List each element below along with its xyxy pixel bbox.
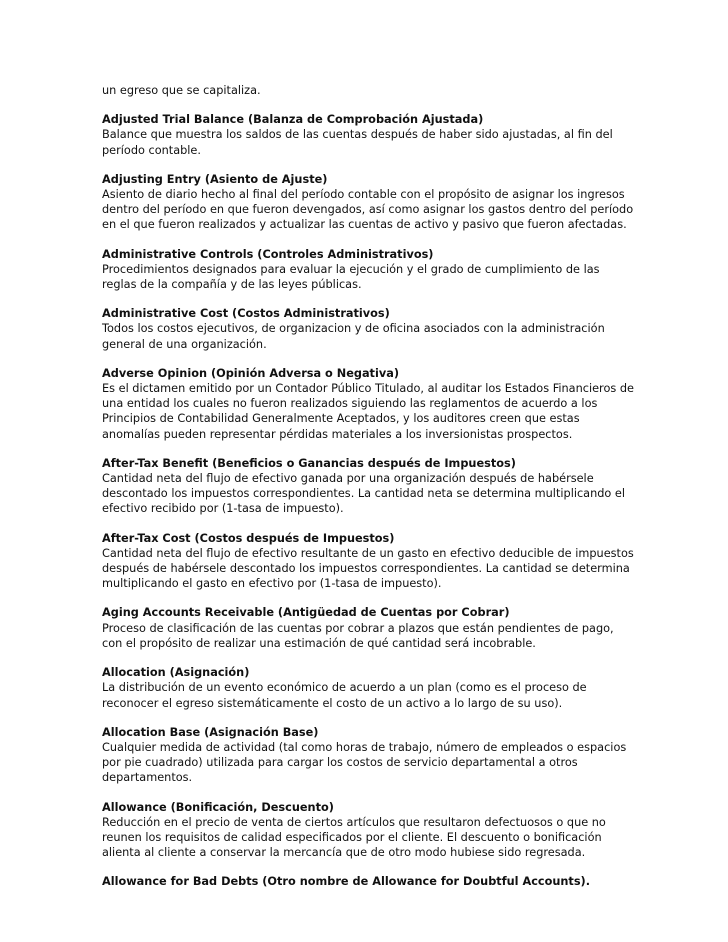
entry-definition: Cualquier medida de actividad (tal como horas de trabajo, número de empleados o espacios por pie cuadrado) utilizada para cargar los costos de servicio departamental a otros departamentos. [102, 740, 627, 785]
entry-definition: Todos los costos ejecutivos, de organizacion y de oficina asociados con la administración general de una organización. [102, 322, 605, 351]
glossary-entry [102, 247, 637, 293]
entry-term: Adjusted Trial Balance (Balanza de Comprobación Ajustada) [102, 113, 484, 127]
entry-term: Adjusting Entry (Asiento de Ajuste) [102, 172, 328, 186]
glossary-entry [102, 725, 637, 786]
entry-term: Allocation (Asignación) [102, 666, 250, 680]
entry-term: After-Tax Benefit (Beneficios o Ganancias después de Impuestos) [102, 456, 516, 470]
entry-term: Allowance for Bad Debts (Otro nombre de Allowance for Doubtful Accounts). [102, 875, 591, 889]
entry-definition: La distribución de un evento económico de acuerdo a un plan (como es el proceso de reconocer el egreso sistemáticamente el costo de un activo a lo largo de su uso). [102, 681, 587, 710]
entry-term: Administrative Controls (Controles Administrativos) [102, 247, 434, 261]
glossary-entry [102, 172, 637, 233]
continuation-text: un egreso que se capitaliza. [102, 84, 261, 97]
entry-definition: Asiento de diario hecho al final del período contable con el propósito de asignar los ingresos dentro del período en que fueron devengados, así como asignar los gastos dentro del período en el que fueron realizados y actualizar las cuentas de activo y pasivo que fueron afectadas. [102, 188, 634, 232]
glossary-entry [102, 800, 637, 861]
document-page [102, 83, 637, 904]
entry-definition: Reducción en el precio de venta de ciertos artículos que resultaron defectuosos o que no reunen los requisitos de calidad especificados por el cliente. El descuento o bonificación alienta al cliente a conservar la mercancía que de otro modo hubiese sido regresada. [102, 815, 606, 860]
glossary-entry [102, 605, 637, 651]
entry-definition: Cantidad neta del flujo de efectivo ganada por una organización después de habérsele descontado los impuestos correspondientes. La cantidad neta se determina multiplicando el efectivo recibido por (1-tasa de impuesto). [102, 472, 626, 516]
glossary-entry [102, 531, 637, 592]
glossary-entry [102, 366, 637, 442]
entry-term: Allowance (Bonificación, Descuento) [102, 800, 334, 814]
entry-term: Administrative Cost (Costos Administrativos) [102, 307, 390, 321]
entry-definition: Proceso de clasificación de las cuentas por cobrar a plazos que están pendientes de pago, con el propósito de realizar una estimación de qué cantidad será incobrable. [102, 621, 614, 650]
entry-term: Allocation Base (Asignación Base) [102, 725, 319, 739]
entry-term: Aging Accounts Receivable (Antigüedad de Cuentas por Cobrar) [102, 606, 510, 620]
entry-definition: Balance que muestra los saldos de las cuentas después de haber sido ajustadas, al fin del período contable. [102, 128, 613, 157]
entry-term: Adverse Opinion (Opinión Adversa o Negativa) [102, 366, 399, 380]
glossary-entry [102, 456, 637, 517]
glossary-entry [102, 665, 637, 711]
entry-definition: Cantidad neta del flujo de efectivo resultante de un gasto en efectivo deducible de impuestos después de habérsele descontado los impuestos correspondientes. La cantidad se determina multiplicando el gasto en efectivo por (1-tasa de impuesto). [102, 546, 634, 591]
entry-definition: Procedimientos designados para evaluar la ejecución y el grado de cumplimiento de las reglas de la compañía y de las leyes públicas. [102, 262, 600, 292]
entry-term: After-Tax Cost (Costos después de Impuestos) [102, 531, 395, 545]
glossary-entry [102, 874, 637, 889]
entry-definition: Es el dictamen emitido por un Contador Público Titulado, al auditar los Estados Financieros de una entidad los cuales no fueron realizados siguiendo las reglamentos de acuerdo a los Principios de Contabilidad Generalmente Aceptados, y los auditores creen que estas anomalías pueden representar pérdidas materiales a los inversionistas prospectos. [102, 382, 634, 441]
glossary-entry [102, 112, 637, 158]
glossary-entry [102, 306, 637, 352]
